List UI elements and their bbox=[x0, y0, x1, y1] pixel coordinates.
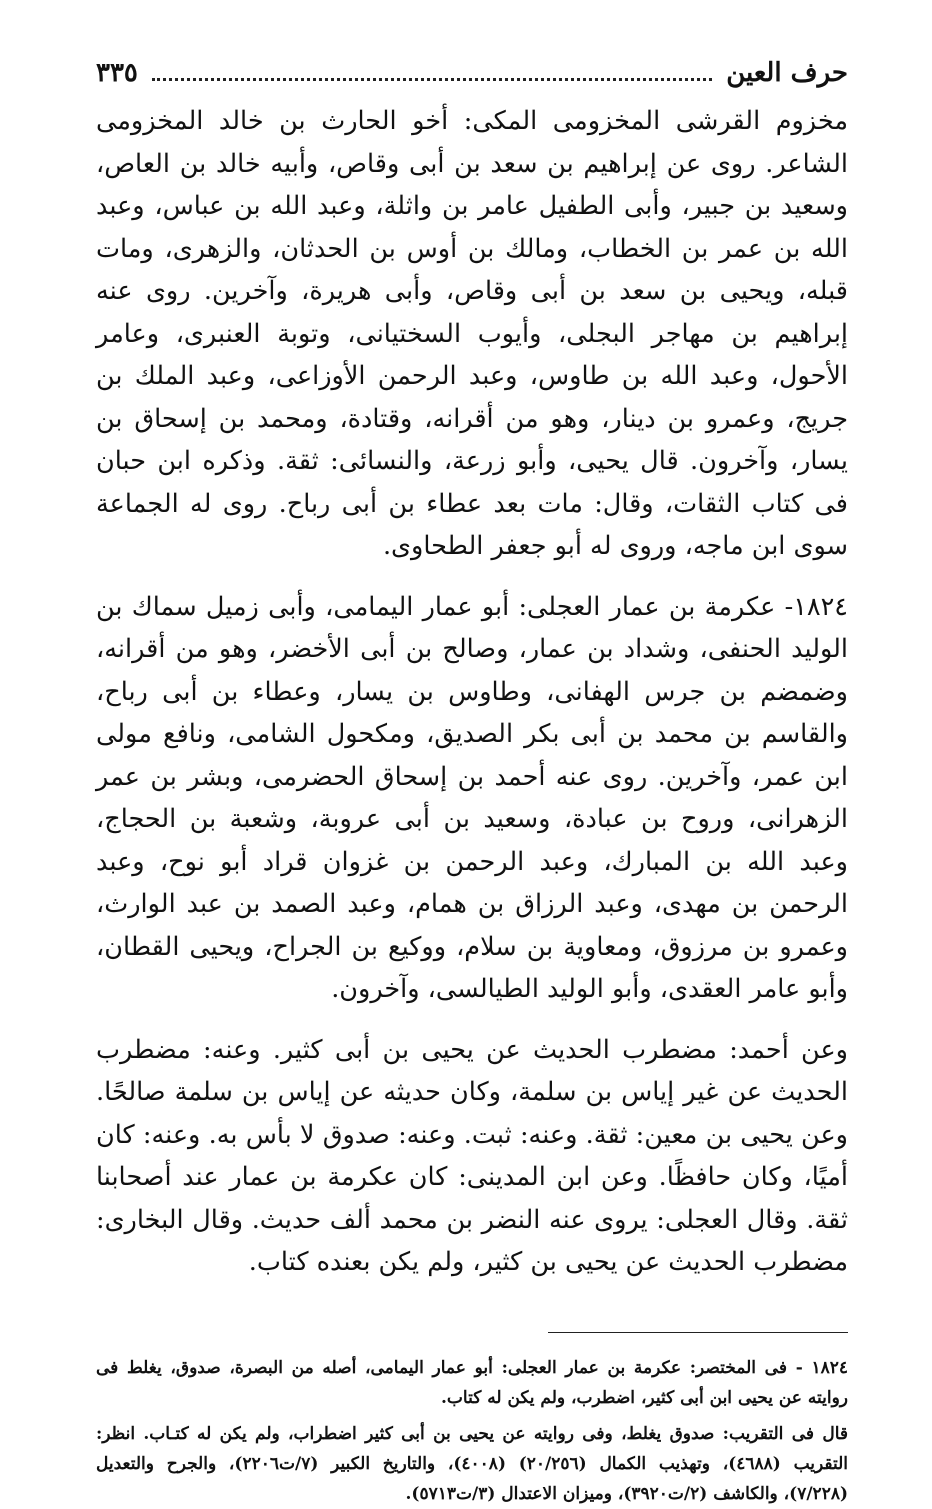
footnotes bbox=[96, 1353, 848, 1509]
page-number: ٣٣٥ bbox=[96, 58, 138, 88]
running-header bbox=[96, 58, 848, 100]
main-text bbox=[96, 100, 848, 1284]
header-title: حرف العين bbox=[726, 58, 848, 88]
footnote-mukhtasar: ١٨٢٤ - فى المختصر: عكرمة بن عمار العجلى: أبو عمار اليمامى، أصله من البصرة، صدوق، يغلط فى روايته عن يحيى ابن أبى كثير، اضطرب، ولم يكن له كتاب. bbox=[96, 1357, 848, 1408]
footnote-taqrib: قال فى التقريب: صدوق يغلط، وفى روايته عن يحيى بن أبى كثير اضطراب، ولم يكن له كتـاب. انظر: التقريب (٤٦٨٨)، وتهذيب الكمال (٢٠/٢٥٦) (٤٠٠٨)، والتاريخ الكبير (٧/ت٢٢٠٦)، والجرح والتعديل (٧/٢٢٨)، والكاشف (٢/ت٣٩٢٠)، وميزان الاعتدال (٣/ت٥٧١٣). bbox=[96, 1423, 849, 1504]
header-dotted-leader bbox=[152, 78, 712, 81]
paragraph-opinions: وعن أحمد: مضطرب الحديث عن يحيى بن أبى كثير. وعنه: مضطرب الحديث عن غير إياس بن سلمة، وكان حديثه عن إياس بن سلمة صالحًا. وعن يحيى بن معين: ثقة. وعنه: ثبت. وعنه: صدوق لا بأس به. وعنه: كان أميًا، وكان حافظًا. وعن ابن المدينى: كان عكرمة بن عمار عند أصحابنا ثقة. وقال العجلى: يروى عنه النضر بن محمد ألف حديث. وقال البخارى: مضطرب الحديث عن يحيى بن كثير، ولم يكن بعنده كتاب. bbox=[96, 1034, 848, 1277]
paragraph-continuation: مخزوم القرشى المخزومى المكى: أخو الحارث بن خالد المخزومى الشاعر. روى عن إبراهيم بن سعد بن أبى وقاص، وأبيه خالد بن العاص، وسعيد بن جبير، وأبى الطفيل عامر بن واثلة، وعبد الله بن عباس، وعبد الله بن عمر بن الخطاب، ومالك بن أوس بن الحدثان، والزهرى، ومات قبله، ويحيى بن سعد بن أبى وقاص، وأبى هريرة، وآخرين. روى عنه إبراهيم بن مهاجر البجلى، وأيوب السختيانى، وتوبة العنبرى، وعامر الأحول، وعبد الله بن طاوس، وعبد الرحمن الأوزاعى، وعبد الملك بن جريج، وعمرو بن دينار، وهو من أقرانه، وقتادة، ومحمد بن إسحاق بن يسار، وآخرون. قال يحيى، وأبو زرعة، والنسائى: ثقة. وذكره ابن حبان فى كتاب الثقات، وقال: مات بعد عطاء بن أبى رباح. روى له الجماعة سوى ابن ماجه، وروى له أبو جعفر الطحاوى. bbox=[96, 106, 848, 561]
footnote-separator bbox=[548, 1332, 848, 1333]
paragraph-entry-1824: ١٨٢٤- عكرمة بن عمار العجلى: أبو عمار اليمامى، وأبى زميل سماك بن الوليد الحنفى، وشداد بن عمار، وصالح بن أبى الأخضر، وهو من أقرانه، وضمضم بن جرس الهفانى، وطاوس بن يسار، وعطاء بن أبى رباح، والقاسم بن محمد بن أبى بكر الصديق، ومكحول الشامى، ونافع مولى ابن عمر، وآخرين. روى عنه أحمد بن إسحاق الحضرمى، وبشر بن عمر الزهرانى، وروح بن عبادة، وسعيد بن أبى عروبة، وشعبة بن الحجاج، وعبد الله بن المبارك، وعبد الرحمن بن غزوان قراد أبو نوح، وعبد الرحمن بن مهدى، وعبد الرزاق بن همام، وعبد الصمد بن عبد الوارث، وعمرو بن مرزوق، ومعاوية بن سلام، ووكيع بن الجراح، ويحيى القطان، وأبو عامر العقدى، وأبو الوليد الطيالسى، وآخرون. bbox=[96, 591, 848, 1004]
